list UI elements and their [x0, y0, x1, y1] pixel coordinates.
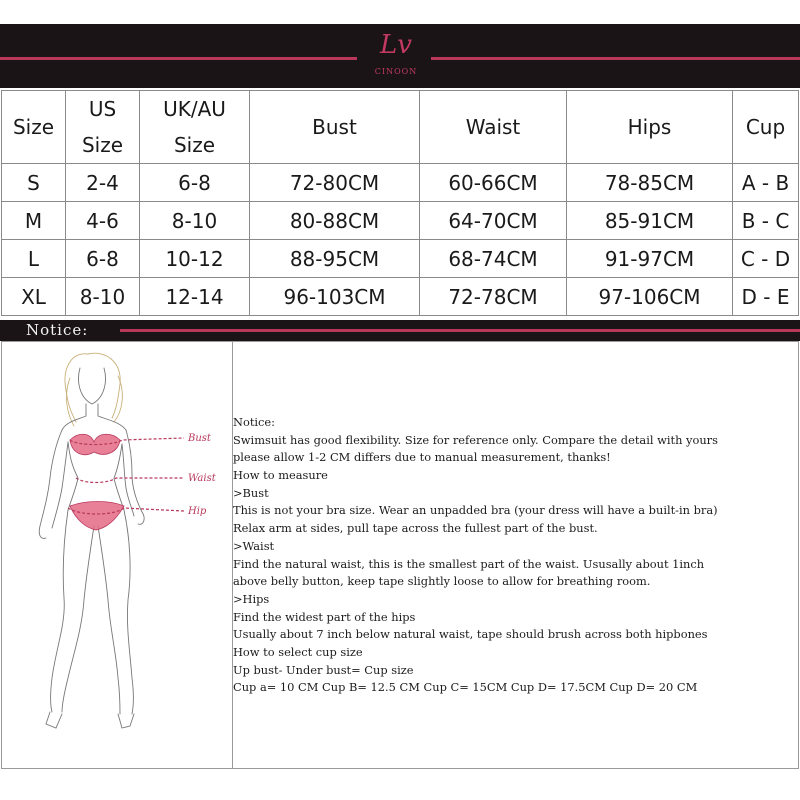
- brand-name: CINOON: [374, 67, 418, 76]
- figure-label-bust: Bust: [188, 433, 211, 444]
- cell-us-size: 2-4: [66, 164, 140, 202]
- cell-size: S: [2, 164, 66, 202]
- note-line: This is not your bra size. Wear an unpadded bra (your dress will have a built-in bra): [233, 503, 718, 518]
- header-uk-au-size: UK/AU Size: [140, 91, 250, 164]
- table-row: [2, 240, 799, 278]
- note-line: How to measure: [233, 468, 328, 483]
- header-cup: Cup: [733, 91, 799, 164]
- notice-label: Notice:: [26, 321, 89, 339]
- cell-bust: 88-95CM: [250, 240, 420, 278]
- figure-label-waist: Waist: [188, 473, 216, 484]
- note-line: Find the natural waist, this is the smallest part of the waist. Ususally about 1inch: [233, 556, 705, 571]
- cell-uk-au-size: 10-12: [140, 240, 250, 278]
- header-hips: Hips: [567, 91, 733, 164]
- cell-hips: 97-106CM: [567, 278, 733, 316]
- cell-size: M: [2, 202, 66, 240]
- note-line: above belly button, keep tape slightly loose to allow for breathing room.: [233, 574, 651, 589]
- figure-label-hip: Hip: [188, 506, 207, 517]
- cell-us-size: 6-8: [66, 240, 140, 278]
- header-size: Size: [2, 91, 66, 164]
- measurement-figure-illustration: [6, 348, 228, 738]
- cell-waist: 68-74CM: [420, 240, 567, 278]
- header-line-left: [0, 57, 357, 60]
- cell-us-size: 4-6: [66, 202, 140, 240]
- cell-hips: 91-97CM: [567, 240, 733, 278]
- header-waist: Waist: [420, 91, 567, 164]
- cell-bust: 96-103CM: [250, 278, 420, 316]
- note-line: Notice:: [233, 415, 276, 429]
- note-line: Usually about 7 inch below natural waist, tape should brush across both hipbones: [233, 627, 708, 642]
- cell-cup: C - D: [733, 240, 799, 278]
- cell-uk-au-size: 12-14: [140, 278, 250, 316]
- note-line: Up bust- Under bust= Cup size: [233, 662, 414, 677]
- note-line: Swimsuit has good flexibility. Size for reference only. Compare the detail with yours: [233, 432, 718, 447]
- cell-uk-au-size: 8-10: [140, 202, 250, 240]
- note-line: >Waist: [233, 538, 275, 553]
- note-line: please allow 1-2 CM differs due to manual measurement, thanks!: [233, 450, 611, 465]
- cell-size: XL: [2, 278, 66, 316]
- table-row: [2, 278, 799, 316]
- note-line: Relax arm at sides, pull tape across the fullest part of the bust.: [233, 521, 598, 536]
- cell-uk-au-size: 6-8: [140, 164, 250, 202]
- cell-waist: 60-66CM: [420, 164, 567, 202]
- cell-size: L: [2, 240, 66, 278]
- brand-logo-mark: Lv: [380, 30, 412, 60]
- header-line-right: [431, 57, 800, 60]
- cell-bust: 72-80CM: [250, 164, 420, 202]
- note-line: >Hips: [233, 591, 270, 606]
- cell-cup: D - E: [733, 278, 799, 316]
- notice-line: [120, 329, 800, 332]
- cell-us-size: 8-10: [66, 278, 140, 316]
- note-line: Cup a= 10 CM Cup B= 12.5 CM Cup C= 15CM Cup D= 17.5CM Cup D= 20 CM: [233, 680, 698, 695]
- cell-hips: 78-85CM: [567, 164, 733, 202]
- size-chart-table: [1, 90, 799, 316]
- note-line: >Bust: [233, 485, 269, 500]
- note-line: Find the widest part of the hips: [233, 609, 416, 624]
- cell-hips: 85-91CM: [567, 202, 733, 240]
- cell-cup: B - C: [733, 202, 799, 240]
- cell-waist: 64-70CM: [420, 202, 567, 240]
- table-row: [2, 202, 799, 240]
- note-line: How to select cup size: [233, 644, 363, 659]
- measurement-notes: [233, 414, 799, 697]
- notice-bar: [0, 320, 800, 341]
- cell-bust: 80-88CM: [250, 202, 420, 240]
- cell-cup: A - B: [733, 164, 799, 202]
- table-row: [2, 164, 799, 202]
- header-bust: Bust: [250, 91, 420, 164]
- cell-waist: 72-78CM: [420, 278, 567, 316]
- header-us-size: US Size: [66, 91, 140, 164]
- table-header-row: [2, 91, 799, 164]
- brand-header: [0, 24, 800, 88]
